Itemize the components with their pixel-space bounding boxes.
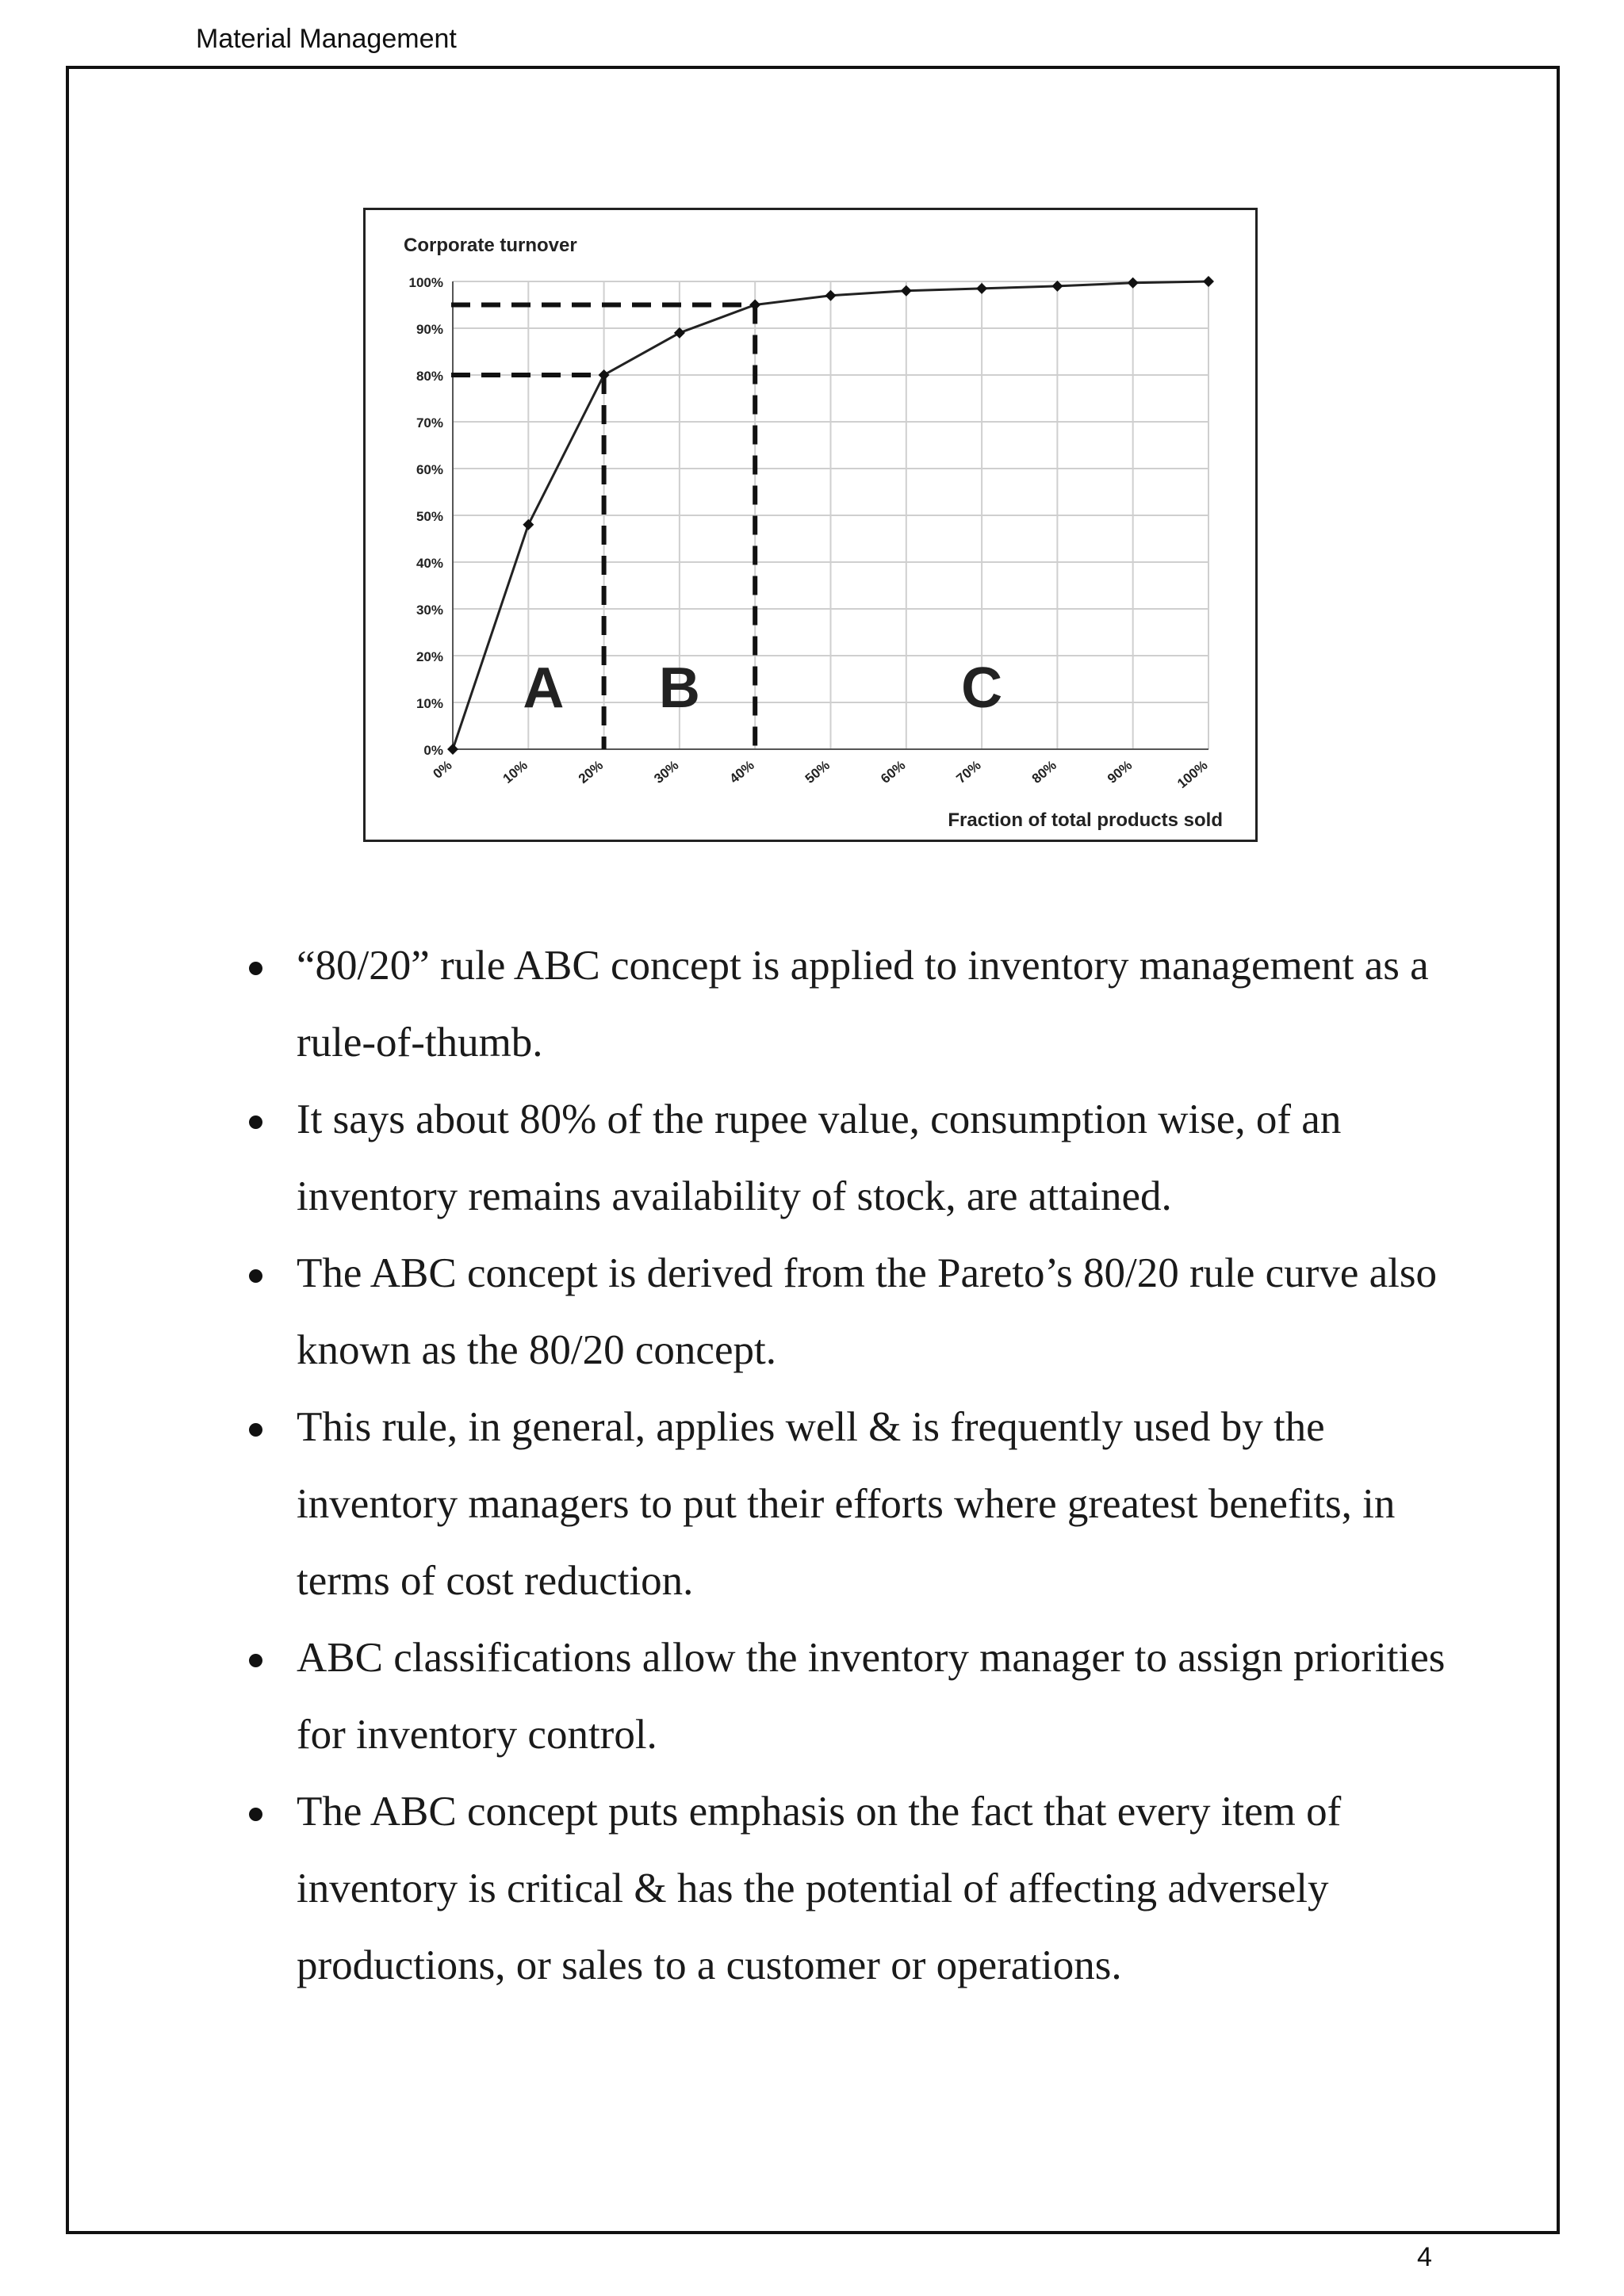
x-tick-label: 60%	[878, 757, 909, 786]
data-point	[447, 744, 458, 755]
y-tick-label: 40%	[416, 556, 443, 571]
y-tick-label: 70%	[416, 415, 443, 430]
running-header: Material Management	[196, 24, 457, 54]
bullet-item: It says about 80% of the rupee value, consumption wise, of an inventory remains availability of stock, are attained.	[246, 1081, 1475, 1235]
y-tick-label: 100%	[408, 275, 443, 290]
data-point	[749, 300, 760, 311]
bullet-item: “80/20” rule ABC concept is applied to inventory management as a rule-of-thumb.	[246, 928, 1475, 1081]
x-tick-label: 100%	[1174, 757, 1211, 792]
y-tick-label: 50%	[416, 509, 443, 524]
y-tick-label: 30%	[416, 603, 443, 618]
data-point	[599, 369, 610, 381]
y-tick-label: 20%	[416, 649, 443, 664]
x-tick-label: 80%	[1028, 757, 1059, 786]
y-tick-label: 60%	[416, 462, 443, 477]
region-label: B	[658, 656, 700, 720]
y-tick-label: 80%	[416, 369, 443, 384]
y-axis-title: Corporate turnover	[404, 235, 577, 256]
x-tick-label: 70%	[953, 757, 984, 786]
y-tick-label: 90%	[416, 322, 443, 337]
bullet-item: This rule, in general, applies well & is frequently used by the inventory managers to put their efforts where greatest benefits, in terms of cost reduction.	[246, 1389, 1475, 1620]
x-tick-label: 30%	[651, 757, 682, 786]
bullet-item: ABC classifications allow the inventory manager to assign priorities for inventory control.	[246, 1620, 1475, 1774]
y-tick-label: 0%	[423, 743, 443, 758]
x-tick-label: 10%	[500, 757, 530, 786]
x-tick-label: 90%	[1104, 757, 1136, 786]
y-tick-label: 10%	[416, 696, 443, 711]
x-tick-label: 20%	[575, 757, 607, 786]
pareto-chart	[366, 210, 1255, 840]
bullet-item: The ABC concept is derived from the Pareto’s 80/20 rule curve also known as the 80/20 concept.	[246, 1235, 1475, 1389]
region-label: C	[961, 656, 1003, 720]
data-point	[523, 519, 534, 530]
data-point	[901, 285, 912, 297]
bullet-list	[246, 928, 1475, 2004]
data-point	[825, 290, 837, 301]
page-number: 4	[1417, 2242, 1432, 2272]
x-tick-label: 0%	[430, 757, 455, 782]
bullet-item: The ABC concept puts emphasis on the fact that every item of inventory is critical & has the potential of affecting adversely productions, or sales to a customer or operations.	[246, 1774, 1475, 2004]
x-axis-title: Fraction of total products sold	[948, 809, 1223, 831]
data-point	[976, 283, 987, 294]
data-point	[1128, 277, 1139, 289]
region-label: A	[523, 656, 565, 720]
pareto-chart-figure	[363, 208, 1258, 842]
data-point	[1203, 276, 1214, 287]
x-tick-label: 40%	[726, 757, 757, 786]
x-tick-label: 50%	[802, 757, 833, 786]
